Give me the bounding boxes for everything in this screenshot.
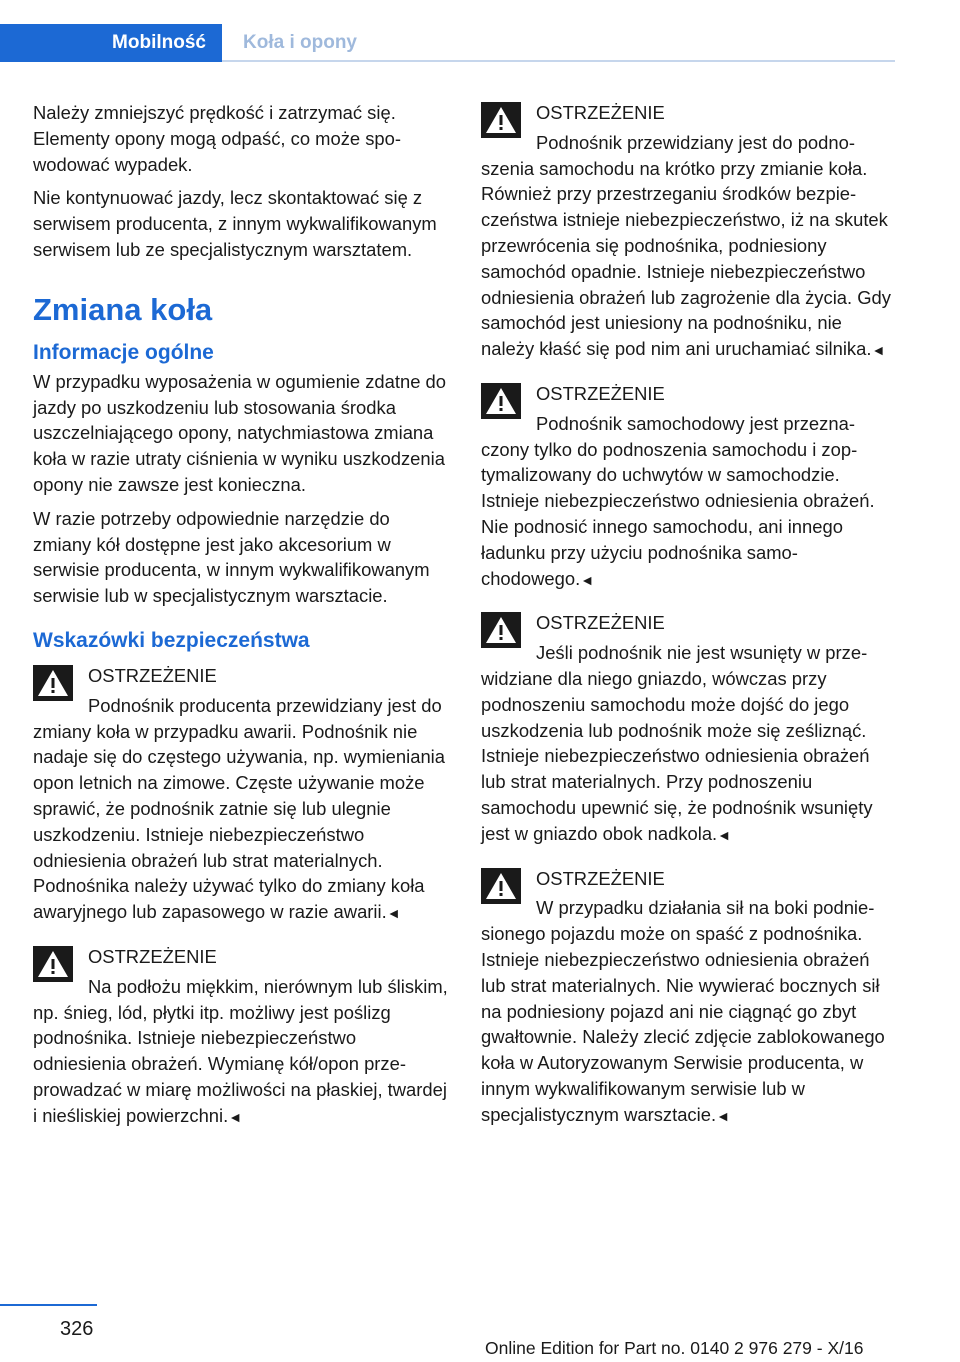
- section-title: Zmiana koła: [33, 291, 213, 327]
- warning-triangle-icon: [481, 868, 521, 904]
- warning-title: OSTRZEŻENIE: [536, 612, 665, 634]
- left-column: [33, 100, 448, 1148]
- tab-kola-i-opony[interactable]: Koła i opony: [222, 24, 895, 62]
- warning-title: OSTRZEŻENIE: [536, 382, 665, 404]
- end-mark: ◄: [580, 571, 595, 588]
- warning-text: W przypadku działania sił na boki podniesionego pojazdu może on spaść z podnośnika. Istnieje niebezpieczeństwo odniesienia obrażeń lub strat materialnych. Nie wywierać bocznych sił na podniesiony pojazd ani nie ciągnąć go zbyt gwałtownie. Należy zlecić zdjęcie zablokowanego koła w Autoryzowanym Serwisie producenta, w innym wykwalifikowanym serwisie lub w specjalistycznym warsztacie.◄: [481, 897, 885, 1125]
- edition-footer: Online Edition for Part no. 0140 2 976 279 - X/16: [485, 1338, 864, 1358]
- warning-text: Na podłożu miękkim, nierównym lub śliskim, np. śnieg, lód, płytki itp. możliwy jest poślizg podnośnika. Istnieje niebezpieczeństwo odniesienia obrażeń. Wymianę kół/opon przeprowadzać w miarę możliwości na płaskiej, twardej i nieśliskiej powierzchni.◄: [33, 975, 448, 1126]
- header-divider: [222, 60, 895, 62]
- warning-text: Podnośnik przewidziany jest do podnoszenia samochodu na krótko przy zmianie koła. Również przy przestrzeganiu środków bezpieczeństwa istnieje niebezpieczeństwo, iż na skutek przewrócenia się podnośnika, podniesiony samochód opadnie. Istnieje niebezpieczeństwo odniesienia obrażeń lub zagrożenie dla życia. Gdy samochód jest uniesiony na podnośniku, nie należy kłaść się pod nim ani uruchamiać silnika.◄: [481, 131, 891, 360]
- warning-block: [481, 381, 896, 593]
- warning-title: OSTRZEŻENIE: [536, 102, 665, 123]
- warning-block: [33, 944, 448, 1131]
- warning-title: OSTRZEŻENIE: [88, 945, 217, 967]
- warning-text: Podnośnik samochodowy jest przeznaczony tylko do podnoszenia samochodu i zoptymalizowany do uchwytów w samochodzie. Istnieje niebezpieczeństwo odniesienia obrażeń. Nie podnosić innego samochodu, ani innego ładunku przy użyciu podnośnika samochodowego.◄: [481, 412, 875, 589]
- warning-triangle-icon: [481, 102, 521, 138]
- end-mark: ◄: [386, 905, 401, 922]
- warning-block: [33, 663, 448, 927]
- end-mark: ◄: [871, 342, 886, 359]
- general-info-title: Informacje ogólne: [33, 340, 214, 364]
- intro-paragraph-1: Należy zmniejszyć prędkość i zatrzymać się. Elementy opony mogą odpaść, co może spowodować wypadek.: [33, 102, 402, 175]
- warning-title: OSTRZEŻENIE: [536, 867, 665, 889]
- warning-block: [481, 866, 896, 1130]
- safety-title: Wskazówki bezpieczeństwa: [33, 628, 310, 652]
- warning-text: Jeśli podnośnik nie jest wsunięty w przewidziane dla niego gniazdo, wówczas przy podnoszeniu samochodu może dojść do jego uszkodzenia lub podnośnik może się ześliznąć. Istnieje niebezpieczeństwo odniesienia obrażeń lub strat materialnych. Przy podnoszeniu samochodu upewnić się, że podnośnik wsunięty jest w gniazdo obok nadkola.◄: [481, 642, 873, 844]
- warning-text: Podnośnik producenta przewidziany jest do zmiany koła w przypadku awarii. Podnośnik nie nadaje się do częstego używania, np. wymieniania opon letnich na zimowe. Częste używanie może sprawić, że podnośnik zatnie się lub ulegnie uszkodzeniu. Istnieje niebezpieczeństwo odniesienia obrażeń lub strat materialnych. Podnośnika należy używać tylko do zmiany koła awaryjnego lub zapasowego w razie awarii.◄: [33, 694, 445, 923]
- page-number: 326: [60, 1318, 94, 1340]
- end-mark: ◄: [717, 826, 732, 843]
- page-number-rule: [0, 1304, 97, 1306]
- warning-triangle-icon: [481, 612, 521, 648]
- warning-triangle-icon: [33, 946, 73, 982]
- end-mark: ◄: [228, 1108, 243, 1125]
- warning-title: OSTRZEŻENIE: [88, 664, 217, 686]
- warning-block: [481, 100, 896, 364]
- general-paragraph-2: W razie potrzeby odpowiednie narzędzie do zmiany kół dostępne jest jako akcesorium w serwisie producenta, w innym wykwalifikowanym serwisie lub w specjalistycznym warsztacie.: [33, 507, 430, 607]
- intro-paragraph-2: Nie kontynuować jazdy, lecz skontaktować się z serwisem producenta, z innym wykwalifikowanym serwisem lub ze specjalistycznym warsztatem.: [33, 187, 437, 260]
- general-paragraph-1: W przypadku wyposażenia w ogumienie zdatne do jazdy po uszkodzeniu lub stosowania środka uszczelniającego opony, natychmiastowa zmiana koła w razie utraty ciśnienia w wyniku uszkodzenia opony nie zawsze jest konieczna.: [33, 370, 446, 495]
- warning-triangle-icon: [481, 383, 521, 419]
- page-header: [0, 0, 895, 62]
- right-column: [481, 100, 896, 1146]
- tab-mobilnosc[interactable]: Mobilność: [0, 24, 222, 62]
- warning-block: [481, 610, 896, 848]
- end-mark: ◄: [716, 1107, 730, 1124]
- warning-triangle-icon: [33, 665, 73, 701]
